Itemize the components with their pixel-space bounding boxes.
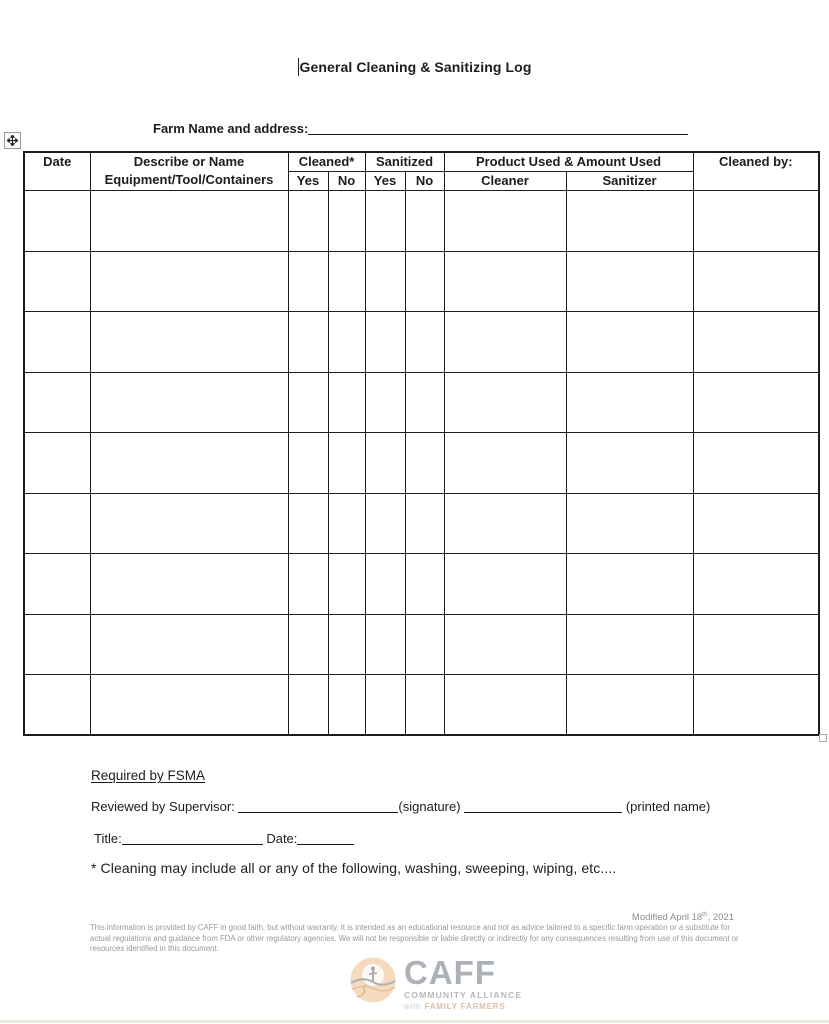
log-table-empty-cell[interactable] — [405, 372, 444, 433]
modified-date — [632, 911, 734, 923]
reviewed-by-line — [91, 799, 710, 814]
header-cleaned-yes: Yes — [288, 172, 328, 191]
caff-acronym: CAFF — [404, 954, 496, 991]
log-table-empty-cell[interactable] — [693, 614, 819, 675]
log-table-empty-cell[interactable] — [90, 251, 288, 312]
header-describe-line2: Equipment/Tool/Containers — [104, 172, 274, 187]
disclaimer-text: This information is provided by CAFF in good faith, but without warranty. It is intended as an educational resource and not as advice tailored to a specific farm operation or a substitute for actual regulations and guidance from FDA or other regulatory agencies. We will not be responsible or liable directly or indirectly for any consequences resulting from use of this document or resources identified in this document. — [90, 923, 739, 954]
log-table-empty-cell[interactable] — [444, 251, 566, 312]
log-table-empty-cell[interactable] — [693, 251, 819, 312]
text-cursor — [298, 58, 299, 76]
required-by-fsma-label: Required by FSMA — [91, 768, 206, 783]
printed-name-label: (printed name) — [625, 799, 711, 814]
log-table-empty-cell[interactable] — [693, 493, 819, 554]
title-label: Title: — [94, 831, 122, 846]
log-table-row — [24, 433, 819, 494]
page-title: General Cleaning & Sanitizing Log — [299, 59, 532, 75]
log-table-empty-cell[interactable] — [444, 372, 566, 433]
log-table-empty-cell[interactable] — [365, 312, 405, 373]
log-table-empty-cell[interactable] — [328, 251, 365, 312]
modified-date-prefix: Modified April 18 — [631, 912, 703, 924]
header-sanitized-no: No — [405, 172, 444, 191]
document-title-row — [0, 58, 829, 76]
caff-family-farmers-text: FAMILY FARMERS — [424, 1001, 506, 1011]
log-table-row — [24, 614, 819, 675]
log-table-empty-cell[interactable] — [566, 372, 693, 433]
log-table-empty-cell[interactable] — [288, 554, 328, 615]
table-resize-handle[interactable] — [819, 734, 827, 742]
log-table-empty-cell[interactable] — [90, 191, 288, 252]
header-product-used: Product Used & Amount Used — [444, 152, 693, 172]
move-icon — [7, 135, 18, 146]
caff-community-alliance: COMMUNITY ALLIANCE — [404, 990, 523, 1000]
log-table-empty-cell[interactable] — [24, 614, 90, 675]
log-table-empty-cell[interactable] — [328, 614, 365, 675]
log-table-empty-cell[interactable] — [405, 433, 444, 494]
modified-date-ordinal: th — [702, 911, 708, 918]
log-table-empty-cell[interactable] — [693, 312, 819, 373]
log-table-empty-cell[interactable] — [405, 312, 444, 373]
title-blank-field[interactable] — [122, 832, 263, 845]
log-table-empty-cell[interactable] — [693, 554, 819, 615]
modified-date-suffix: , 2021 — [707, 912, 734, 924]
log-table-empty-cell[interactable] — [365, 433, 405, 494]
log-table-empty-cell[interactable] — [405, 191, 444, 252]
log-table-empty-cell[interactable] — [566, 433, 693, 494]
caff-logo-text — [404, 956, 522, 1011]
log-table-empty-cell[interactable] — [288, 191, 328, 252]
header-cleaner: Cleaner — [444, 172, 566, 191]
log-table-row — [24, 251, 819, 312]
log-table-empty-cell[interactable] — [288, 433, 328, 494]
log-table-empty-cell[interactable] — [328, 372, 365, 433]
log-table-empty-cell[interactable] — [566, 554, 693, 615]
caff-with: with — [404, 1001, 422, 1011]
log-table-empty-cell[interactable] — [288, 614, 328, 675]
log-table-row — [24, 372, 819, 433]
log-table-empty-cell[interactable] — [444, 675, 566, 736]
log-table-body — [24, 191, 819, 736]
log-table-empty-cell[interactable] — [365, 675, 405, 736]
log-table-empty-cell[interactable] — [90, 614, 288, 675]
reviewed-by-label: Reviewed by Supervisor: — [91, 799, 235, 814]
log-table-empty-cell[interactable] — [566, 191, 693, 252]
log-table-empty-cell[interactable] — [444, 312, 566, 373]
log-table-row — [24, 191, 819, 252]
log-table-empty-cell[interactable] — [90, 493, 288, 554]
log-table-empty-cell[interactable] — [288, 251, 328, 312]
header-sanitized: Sanitized — [365, 152, 444, 172]
title-date-line — [94, 831, 354, 846]
log-table-empty-cell[interactable] — [405, 251, 444, 312]
log-table-empty-cell[interactable] — [444, 433, 566, 494]
log-table-empty-cell[interactable] — [328, 675, 365, 736]
date-blank-field[interactable] — [297, 832, 354, 845]
log-table-empty-cell[interactable] — [566, 675, 693, 736]
header-cleaned-by: Cleaned by: — [693, 152, 819, 191]
signature-label: (signature) — [398, 799, 461, 814]
log-table-empty-cell[interactable] — [365, 614, 405, 675]
log-table-empty-cell[interactable] — [693, 675, 819, 736]
log-table-empty-cell[interactable] — [24, 675, 90, 736]
log-table-empty-cell[interactable] — [365, 554, 405, 615]
log-table-empty-cell[interactable] — [444, 191, 566, 252]
log-table-empty-cell[interactable] — [566, 251, 693, 312]
printed-name-blank-field[interactable] — [464, 800, 622, 813]
log-table-empty-cell[interactable] — [288, 675, 328, 736]
header-describe — [90, 152, 288, 191]
header-cleaned-no: No — [328, 172, 365, 191]
log-table-empty-cell[interactable] — [405, 493, 444, 554]
log-table-empty-cell[interactable] — [288, 493, 328, 554]
log-table-empty-cell[interactable] — [24, 251, 90, 312]
header-describe-line1: Describe or Name — [133, 154, 245, 169]
log-table-empty-cell[interactable] — [328, 191, 365, 252]
log-table-empty-cell[interactable] — [365, 191, 405, 252]
header-sanitizer: Sanitizer — [566, 172, 693, 191]
cleaning-log-table — [23, 151, 820, 736]
log-table-empty-cell[interactable] — [24, 312, 90, 373]
cleaning-footnote: * Cleaning may include all or any of the following, washing, sweeping, wiping, etc.... — [91, 860, 617, 876]
log-table-empty-cell[interactable] — [24, 433, 90, 494]
log-table-empty-cell[interactable] — [566, 312, 693, 373]
log-table-empty-cell[interactable] — [693, 372, 819, 433]
log-table-empty-cell[interactable] — [365, 251, 405, 312]
caff-family-farmers — [404, 1002, 522, 1011]
log-table-empty-cell[interactable] — [328, 554, 365, 615]
log-table-empty-cell[interactable] — [90, 675, 288, 736]
log-table-row — [24, 493, 819, 554]
log-table-empty-cell[interactable] — [405, 675, 444, 736]
log-table-empty-cell[interactable] — [365, 372, 405, 433]
log-table-row — [24, 675, 819, 736]
log-table-empty-cell[interactable] — [90, 554, 288, 615]
log-table-empty-cell[interactable] — [288, 312, 328, 373]
farm-name-blank-field[interactable] — [308, 122, 688, 135]
log-table-empty-cell[interactable] — [365, 493, 405, 554]
page-bottom-edge — [0, 1020, 829, 1023]
farm-name-line — [153, 121, 688, 136]
log-table-empty-cell[interactable] — [328, 433, 365, 494]
log-table-empty-cell[interactable] — [444, 554, 566, 615]
log-table-empty-cell[interactable] — [693, 191, 819, 252]
log-table-empty-cell[interactable] — [566, 614, 693, 675]
header-date: Date — [24, 152, 90, 191]
log-table-empty-cell[interactable] — [90, 372, 288, 433]
log-table-empty-cell[interactable] — [328, 312, 365, 373]
log-table-empty-cell[interactable] — [24, 493, 90, 554]
log-table-empty-cell[interactable] — [90, 433, 288, 494]
log-table-empty-cell[interactable] — [693, 433, 819, 494]
table-move-handle[interactable] — [4, 132, 21, 149]
log-table-row — [24, 312, 819, 373]
log-table-empty-cell[interactable] — [444, 493, 566, 554]
log-table-row — [24, 554, 819, 615]
log-table-empty-cell[interactable] — [24, 191, 90, 252]
header-sanitized-yes: Yes — [365, 172, 405, 191]
log-table-empty-cell[interactable] — [405, 614, 444, 675]
log-table-empty-cell[interactable] — [566, 493, 693, 554]
log-table-empty-cell[interactable] — [405, 554, 444, 615]
log-table-empty-cell[interactable] — [288, 372, 328, 433]
caff-emblem-icon — [349, 956, 397, 1004]
log-table-empty-cell[interactable] — [24, 554, 90, 615]
signature-blank-field[interactable] — [238, 800, 398, 813]
caff-logo — [349, 956, 522, 1011]
log-table-empty-cell[interactable] — [90, 312, 288, 373]
farm-name-label: Farm Name and address: — [153, 121, 309, 136]
log-table-empty-cell[interactable] — [444, 614, 566, 675]
log-table-empty-cell[interactable] — [328, 493, 365, 554]
date-label: Date: — [266, 831, 298, 846]
log-table-empty-cell[interactable] — [24, 372, 90, 433]
header-cleaned: Cleaned* — [288, 152, 365, 172]
